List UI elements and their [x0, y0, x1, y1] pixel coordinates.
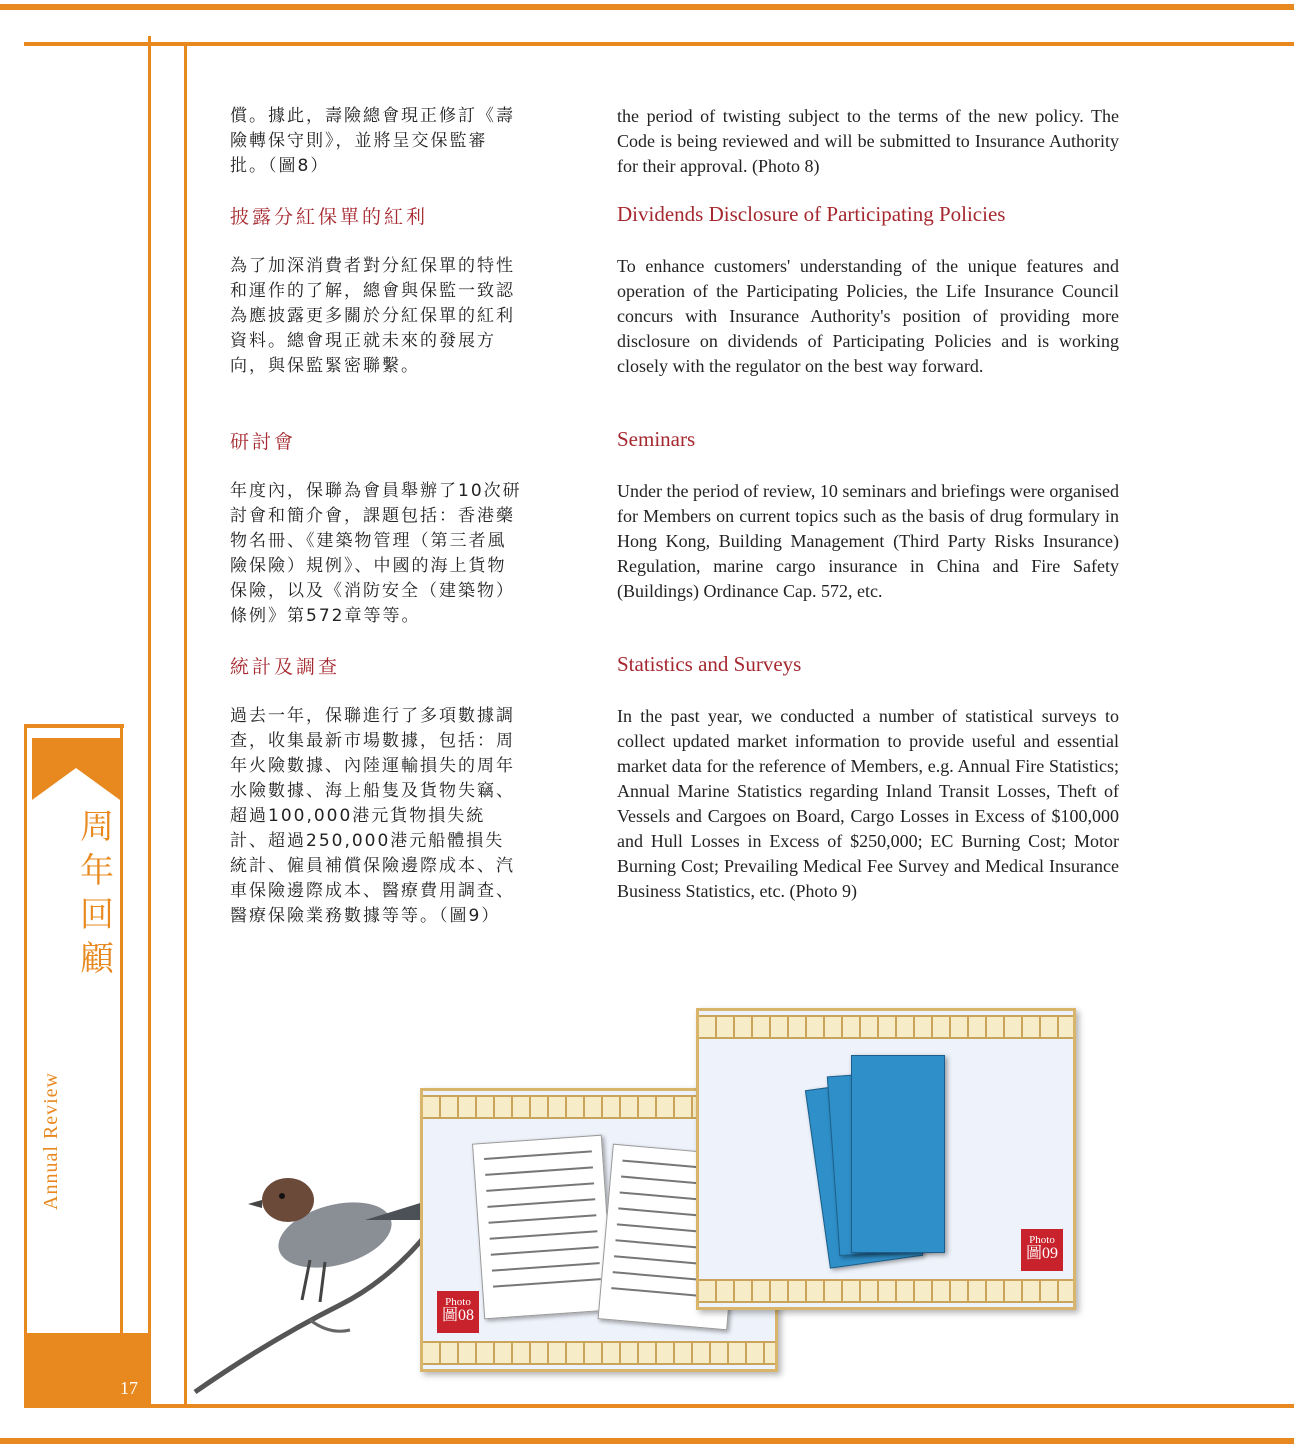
chevron-up-icon — [32, 738, 120, 800]
section-heading-zh: 統計及調查 — [230, 656, 341, 678]
heading-zh — [230, 427, 530, 454]
paragraph-zh: 為了加深消費者對分紅保單的特性和運作的了解，總會與保監一致認為應披露更多關於分紅保單的紅利資料。總會現正就未來的發展方向，與保監緊密聯繫。 — [230, 256, 515, 376]
sidebar-frame-top — [24, 724, 124, 728]
bird-illustration — [190, 1160, 440, 1400]
paragraph-zh: 償。據此，壽險總會現正修訂《壽險轉保守則》，並將呈交保監審批。（圖8） — [230, 106, 515, 176]
photo-stamp — [437, 1291, 479, 1333]
paragraph-zh: 年度內，保聯為會員舉辦了10次研討會和簡介會，課題包括：香港藥物名冊、《建築物管理（第三者風險保險）規例》、中國的海上貨物保險，以及《消防安全（建築物）條例》第572章等等。 — [230, 481, 522, 626]
paragraph-zh: 過去一年，保聯進行了多項數據調查，收集最新市場數據，包括：周年火險數據、內陸運輸損失的周年水險數據、海上船隻及貨物失竊、超過100,000港元貨物損失統計、超過250,000港元船體損失統計、僱員補償保險邊際成本、汽車保險邊際成本、醫療費用調查、醫療保險業務數據等等。（圖9） — [230, 706, 515, 926]
photo-panel-09 — [696, 1008, 1076, 1310]
paragraph-en: Under the period of review, 10 seminars and briefings were organised for Members on current topics such as the basis of drug formulary in Hong Kong, Building Management (Third Party Risks Insurance) Regulation, marine cargo insurance in China and Fire Safety (Buildings) Ordinance Cap. 572, etc. — [617, 481, 1119, 601]
section-seminars-zh — [230, 479, 522, 629]
sidebar-english-label: Annual Review — [40, 1072, 62, 1210]
section-heading-en: Statistics and Surveys — [617, 652, 802, 676]
heading-zh — [230, 202, 530, 229]
bottom-border — [0, 1438, 1294, 1444]
paragraph-en: In the past year, we conducted a number of statistical surveys to collect updated market information to provide useful and essential market data for the reference of Members, e.g. Annual Fire Statistics; Annual Marine Statistics regarding Inland Transit Losses, Theft of Vessels and Cargoes on Board, Cargo Losses in Excess of $100,000 and Hull Losses in Excess of $250,000; EC Burning Cost; Motor Burning Cost; Prevailing Medical Fee Survey and Medical Insurance Business Statistics, etc. (Photo 9) — [617, 706, 1119, 901]
section-dividends-zh — [230, 254, 522, 379]
document-image — [472, 1135, 614, 1320]
section-statistics-en — [617, 704, 1119, 904]
page-number: 17 — [120, 1378, 138, 1398]
photo-stamp-label: Photo — [1029, 1234, 1055, 1246]
section-continuation-en — [617, 104, 1119, 179]
photo-stamp-zh: 圖 — [441, 1307, 458, 1324]
section-seminars-en — [617, 479, 1119, 604]
paragraph-en: the period of twisting subject to the terms of the new policy. The Code is being reviewed and will be submitted to Insurance Authority for their approval. (Photo 8) — [617, 106, 1119, 176]
heading-zh — [230, 652, 530, 679]
heading-en — [617, 652, 1137, 677]
section-dividends-en — [617, 254, 1119, 379]
section-statistics-zh — [230, 704, 522, 929]
brochure-image — [851, 1055, 945, 1253]
section-heading-zh: 披露分紅保單的紅利 — [230, 206, 429, 228]
photo-stamp-zh: 圖 — [1025, 1245, 1042, 1262]
sidebar-tab — [32, 738, 120, 800]
photo-stamp-label: Photo — [445, 1296, 471, 1308]
section-heading-en: Dividends Disclosure of Participating Policies — [617, 202, 1006, 226]
border-pattern-top — [699, 1015, 1073, 1039]
section-heading-en: Seminars — [617, 427, 696, 451]
header-rule — [24, 42, 1294, 46]
section-continuation-zh — [230, 104, 522, 179]
border-pattern-bottom — [423, 1341, 775, 1365]
bottom-rule — [24, 1404, 1294, 1408]
sidebar-frame-left — [24, 726, 27, 1406]
heading-en — [617, 427, 1137, 452]
margin-rule-outer — [148, 36, 151, 1408]
sidebar-chinese-label: 周年回顧 — [80, 807, 114, 979]
photo-stamp-number: 09 — [1042, 1245, 1058, 1262]
photo-stamp-number: 08 — [458, 1307, 474, 1324]
heading-en — [617, 202, 1137, 227]
border-pattern-bottom — [699, 1279, 1073, 1303]
paragraph-en: To enhance customers' understanding of the unique features and operation of the Participating Policies, the Life Insurance Council concurs with Insurance Authority's position of providing more disclosure on dividends of Participating Policies and is working closely with the regulator on the best way forward. — [617, 256, 1119, 376]
top-border — [0, 4, 1294, 10]
photo-stamp — [1021, 1229, 1063, 1271]
margin-rule-inner — [184, 46, 187, 1408]
section-heading-zh: 研討會 — [230, 431, 297, 453]
